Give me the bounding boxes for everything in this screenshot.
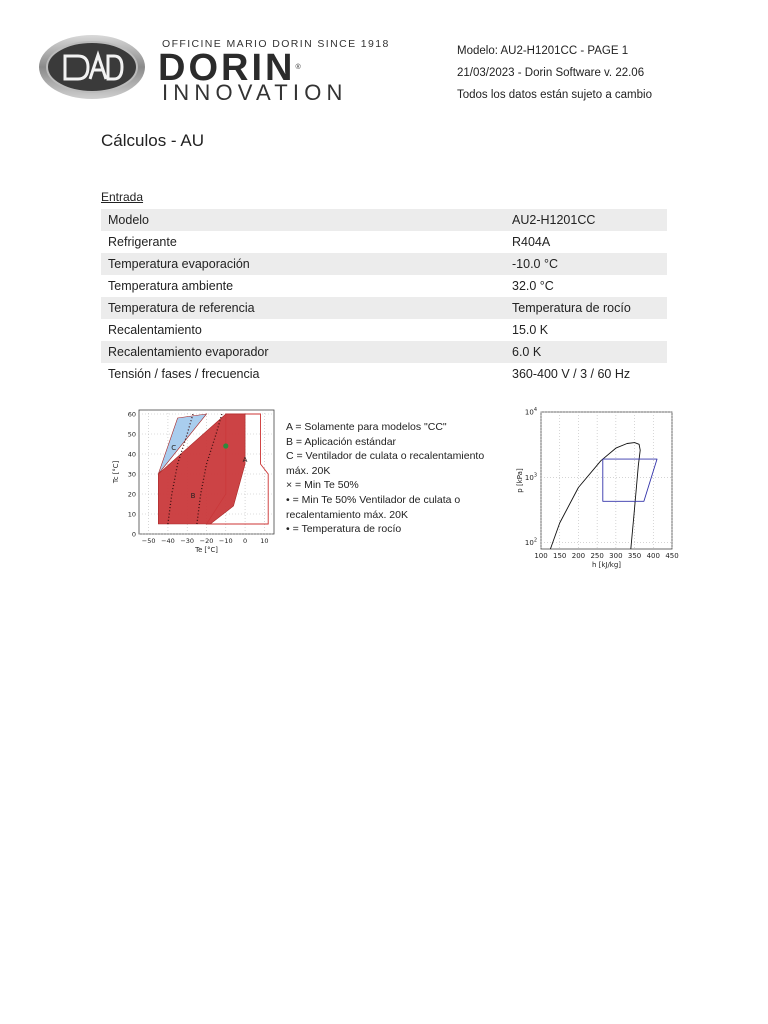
header-date-line: 21/03/2023 - Dorin Software v. 22.06 [457, 67, 645, 79]
x-tick-label: 10 [260, 537, 269, 545]
x-tick-label: 200 [571, 552, 586, 560]
row-label: Tensión / fases / frecuencia [108, 367, 260, 381]
y-tick-exponent: 4 [533, 407, 537, 413]
x-tick-label: −30 [180, 537, 195, 545]
row-value: 32.0 °C [512, 279, 554, 293]
row-value: Temperatura de rocío [508, 297, 667, 319]
table-row [101, 341, 667, 363]
y-axis-label: p [kPa] [516, 468, 524, 493]
x-tick-label: 300 [609, 552, 623, 560]
x-axis-label: Te [°C] [195, 546, 218, 554]
region-label: C [171, 444, 177, 452]
legend-item: • = Temperatura de rocío [286, 523, 402, 536]
header-model-line: Modelo: AU2-H1201CC - PAGE 1 [457, 45, 629, 57]
row-label: Refrigerante [108, 235, 177, 249]
row-value: 6.0 K [508, 341, 667, 363]
legend-item: × = Min Te 50% [286, 479, 359, 492]
x-tick-label: −10 [218, 537, 233, 545]
registered-mark: ® [295, 64, 301, 71]
x-tick-label: 0 [243, 537, 248, 545]
row-label: Temperatura evaporación [101, 253, 508, 275]
y-tick-label: 60 [127, 410, 136, 419]
row-value: R404A [512, 235, 551, 249]
operating-point [223, 443, 228, 448]
y-tick-label: 40 [127, 450, 136, 459]
x-tick-label: 400 [646, 552, 660, 560]
x-tick-label: −50 [141, 537, 156, 545]
y-tick-label: 20 [127, 490, 136, 499]
envelope-legend [286, 420, 491, 537]
row-label: Modelo [101, 209, 508, 231]
plot-area [541, 412, 672, 549]
y-tick-base: 10 [524, 473, 534, 482]
x-axis-label: h [kJ/kg] [591, 561, 622, 569]
y-tick-label [525, 538, 537, 548]
row-label: Recalentamiento evaporador [101, 341, 508, 363]
row-value: 360-400 V / 3 / 60 Hz [512, 367, 631, 381]
region-label: B [190, 492, 196, 500]
brand-tagline: OFFICINE MARIO DORIN SINCE 1918 [162, 38, 390, 50]
x-tick-label: 150 [553, 552, 567, 560]
row-value: AU2-H1201CC [508, 209, 667, 231]
y-tick-exponent: 2 [533, 537, 537, 544]
section-title-entrada: Entrada [101, 190, 144, 204]
legend-item: A = Solamente para modelos "CC" [286, 421, 447, 433]
x-tick-label: −20 [199, 537, 214, 545]
page-title: Cálculos - AU [101, 131, 204, 150]
y-tick-exponent: 3 [533, 472, 537, 479]
table-row [101, 297, 667, 319]
region-label: A [242, 456, 248, 464]
y-tick-label [525, 472, 537, 482]
legend-item: B = Aplicación estándar [286, 435, 397, 448]
brand-name-text: DORIN [158, 47, 296, 89]
table-row [101, 319, 667, 341]
legend-item: C = Ventilador de culata o recalentamiento máx. 20K [286, 450, 485, 477]
legend-item: • = Min Te 50% Ventilador de culata o recalentamiento máx. 20K [286, 493, 461, 521]
table-row [101, 209, 667, 231]
x-tick-label: 350 [627, 552, 642, 560]
table-row [101, 275, 667, 297]
table-row [101, 253, 667, 275]
y-tick-base: 10 [524, 408, 534, 417]
y-axis-label: Tc [°C] [112, 460, 120, 484]
brand-subtitle: INNOVATION [162, 80, 348, 105]
input-table [101, 209, 667, 385]
table-row [101, 363, 667, 385]
row-label: Temperatura ambiente [108, 279, 234, 293]
y-tick-label [525, 407, 537, 417]
envelope-chart [108, 398, 286, 556]
y-tick-label: 50 [127, 430, 136, 439]
dorin-logo [38, 34, 146, 100]
row-label: Recalentamiento [108, 323, 202, 337]
y-tick-label: 0 [131, 530, 136, 539]
ph-diagram [510, 400, 682, 570]
x-tick-label: −40 [161, 537, 175, 545]
table-row [101, 231, 667, 253]
x-tick-label: 450 [665, 552, 679, 560]
row-value: 15.0 K [512, 323, 549, 337]
x-tick-label: 250 [590, 552, 604, 560]
y-tick-base: 10 [524, 539, 534, 548]
header-disclaimer: Todos los datos están sujeto a cambio [457, 89, 652, 101]
y-tick-label: 10 [127, 510, 136, 519]
row-label: Temperatura de referencia [101, 297, 508, 319]
y-tick-label: 30 [127, 470, 136, 479]
x-tick-label: 100 [534, 552, 548, 560]
row-value: -10.0 °C [508, 253, 667, 275]
